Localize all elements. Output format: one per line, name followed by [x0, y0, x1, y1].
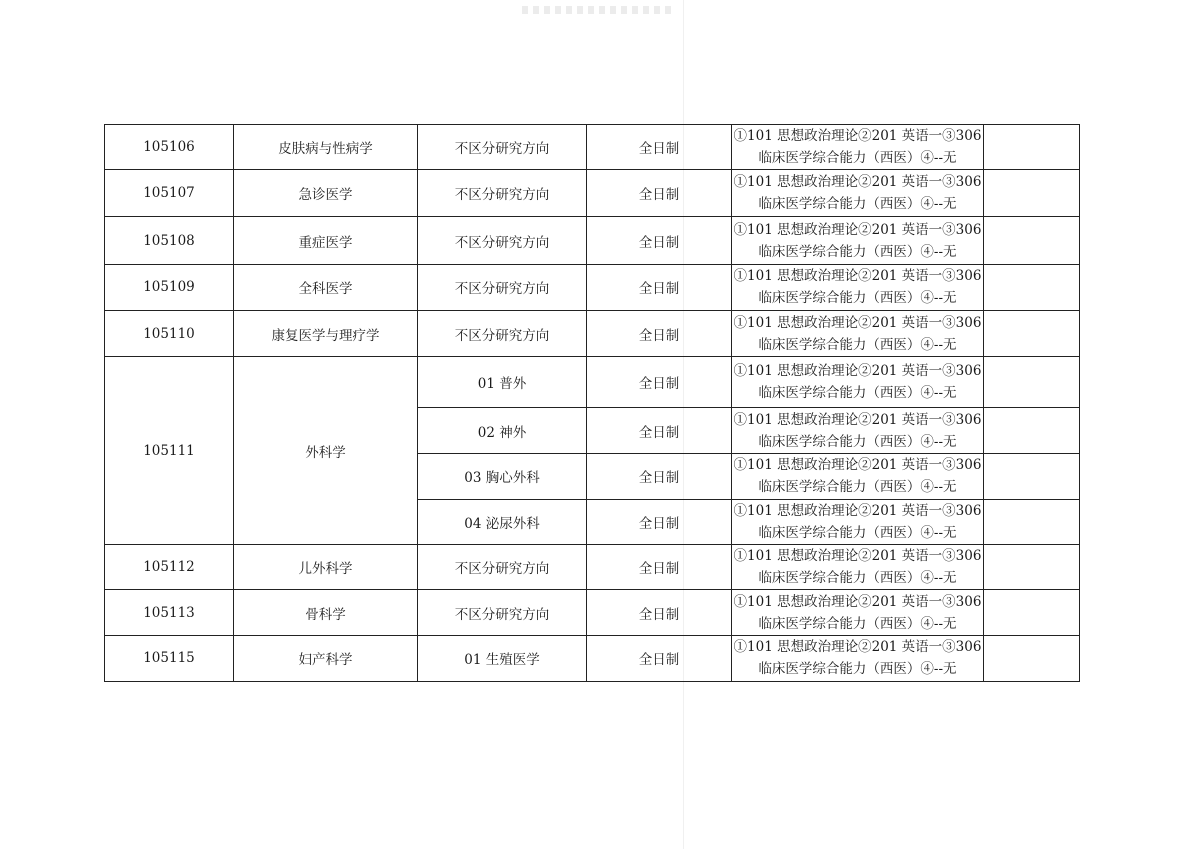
exam-subjects-line2: 临床医学综合能力（西医）④--无	[758, 525, 957, 542]
exam-subjects-line1: ①101 思想政治理论②201 英语一③306	[733, 411, 982, 428]
major-name-cell: 全科医学	[234, 264, 418, 310]
exam-subjects-line1: ①101 思想政治理论②201 英语一③306	[733, 639, 982, 656]
table-row	[105, 357, 1080, 408]
research-direction-cell: 不区分研究方向	[418, 264, 587, 310]
study-mode-cell: 全日制	[587, 125, 732, 170]
exam-subjects-line2: 临床医学综合能力（西医）④--无	[758, 196, 957, 213]
exam-subjects-line2: 临床医学综合能力（西医）④--无	[758, 243, 957, 260]
major-code-cell: 105112	[105, 545, 234, 590]
study-mode-cell: 全日制	[587, 170, 732, 217]
major-name-cell: 外科学	[234, 357, 418, 545]
research-direction-cell: 不区分研究方向	[418, 170, 587, 217]
study-mode-cell: 全日制	[587, 635, 732, 681]
research-direction-cell: 不区分研究方向	[418, 310, 587, 356]
note-cell	[984, 635, 1080, 681]
exam-subjects-line1: ①101 思想政治理论②201 英语一③306	[733, 268, 982, 285]
table-row	[105, 310, 1080, 356]
exam-subjects-line2: 临床医学综合能力（西医）④--无	[758, 615, 957, 632]
major-code-cell: 105111	[105, 357, 234, 545]
exam-subjects-cell	[732, 310, 984, 356]
study-mode-cell: 全日制	[587, 453, 732, 499]
exam-subjects-line1: ①101 思想政治理论②201 英语一③306	[733, 174, 982, 191]
note-cell	[984, 545, 1080, 590]
exam-subjects-cell	[732, 499, 984, 544]
exam-subjects-line1: ①101 思想政治理论②201 英语一③306	[733, 221, 982, 238]
table-row	[105, 590, 1080, 635]
table-row	[105, 170, 1080, 217]
exam-subjects-line1: ①101 思想政治理论②201 英语一③306	[733, 128, 982, 145]
exam-subjects-line1: ①101 思想政治理论②201 英语一③306	[733, 548, 982, 565]
research-direction-cell: 不区分研究方向	[418, 545, 587, 590]
exam-subjects-cell	[732, 453, 984, 499]
note-cell	[984, 590, 1080, 635]
table-row	[105, 217, 1080, 264]
table-row	[105, 125, 1080, 170]
exam-subjects-cell	[732, 170, 984, 217]
study-mode-cell: 全日制	[587, 590, 732, 635]
exam-subjects-cell	[732, 217, 984, 264]
research-direction-cell: 04 泌尿外科	[418, 499, 587, 544]
exam-subjects-cell	[732, 408, 984, 453]
admissions-table	[104, 124, 1080, 682]
exam-subjects-cell	[732, 635, 984, 681]
major-code-cell: 105110	[105, 310, 234, 356]
study-mode-cell: 全日制	[587, 357, 732, 408]
exam-subjects-line2: 临床医学综合能力（西医）④--无	[758, 385, 957, 402]
exam-subjects-line2: 临床医学综合能力（西医）④--无	[758, 150, 957, 167]
major-code-cell: 105107	[105, 170, 234, 217]
exam-subjects-line2: 临床医学综合能力（西医）④--无	[758, 433, 957, 450]
exam-subjects-line1: ①101 思想政治理论②201 英语一③306	[733, 457, 982, 474]
major-name-cell: 重症医学	[234, 217, 418, 264]
exam-subjects-line1: ①101 思想政治理论②201 英语一③306	[733, 363, 982, 380]
exam-subjects-line2: 临床医学综合能力（西医）④--无	[758, 661, 957, 678]
exam-subjects-line2: 临床医学综合能力（西医）④--无	[758, 336, 957, 353]
exam-subjects-line2: 临床医学综合能力（西医）④--无	[758, 290, 957, 307]
note-cell	[984, 453, 1080, 499]
study-mode-cell: 全日制	[587, 408, 732, 453]
major-name-cell: 皮肤病与性病学	[234, 125, 418, 170]
study-mode-cell: 全日制	[587, 545, 732, 590]
research-direction-cell: 01 生殖医学	[418, 635, 587, 681]
research-direction-cell: 03 胸心外科	[418, 453, 587, 499]
research-direction-cell: 02 神外	[418, 408, 587, 453]
note-cell	[984, 264, 1080, 310]
research-direction-cell: 不区分研究方向	[418, 590, 587, 635]
exam-subjects-cell	[732, 125, 984, 170]
major-code-cell: 105106	[105, 125, 234, 170]
study-mode-cell: 全日制	[587, 264, 732, 310]
note-cell	[984, 499, 1080, 544]
table-row	[105, 264, 1080, 310]
major-name-cell: 急诊医学	[234, 170, 418, 217]
exam-subjects-line1: ①101 思想政治理论②201 英语一③306	[733, 503, 982, 520]
research-direction-cell: 不区分研究方向	[418, 217, 587, 264]
exam-subjects-cell	[732, 264, 984, 310]
table-row	[105, 545, 1080, 590]
exam-subjects-cell	[732, 545, 984, 590]
exam-subjects-line2: 临床医学综合能力（西医）④--无	[758, 570, 957, 587]
major-code-cell: 105113	[105, 590, 234, 635]
exam-subjects-cell	[732, 357, 984, 408]
scan-header-smudge	[522, 6, 672, 14]
study-mode-cell: 全日制	[587, 217, 732, 264]
note-cell	[984, 125, 1080, 170]
exam-subjects-line2: 临床医学综合能力（西医）④--无	[758, 479, 957, 496]
table-row	[105, 635, 1080, 681]
major-code-cell: 105109	[105, 264, 234, 310]
note-cell	[984, 170, 1080, 217]
note-cell	[984, 217, 1080, 264]
major-code-cell: 105115	[105, 635, 234, 681]
major-name-cell: 骨科学	[234, 590, 418, 635]
research-direction-cell: 不区分研究方向	[418, 125, 587, 170]
major-name-cell: 康复医学与理疗学	[234, 310, 418, 356]
major-name-cell: 儿外科学	[234, 545, 418, 590]
study-mode-cell: 全日制	[587, 499, 732, 544]
exam-subjects-line1: ①101 思想政治理论②201 英语一③306	[733, 593, 982, 610]
note-cell	[984, 310, 1080, 356]
exam-subjects-cell	[732, 590, 984, 635]
research-direction-cell: 01 普外	[418, 357, 587, 408]
major-code-cell: 105108	[105, 217, 234, 264]
study-mode-cell: 全日制	[587, 310, 732, 356]
major-name-cell: 妇产科学	[234, 635, 418, 681]
exam-subjects-line1: ①101 思想政治理论②201 英语一③306	[733, 314, 982, 331]
note-cell	[984, 357, 1080, 408]
note-cell	[984, 408, 1080, 453]
